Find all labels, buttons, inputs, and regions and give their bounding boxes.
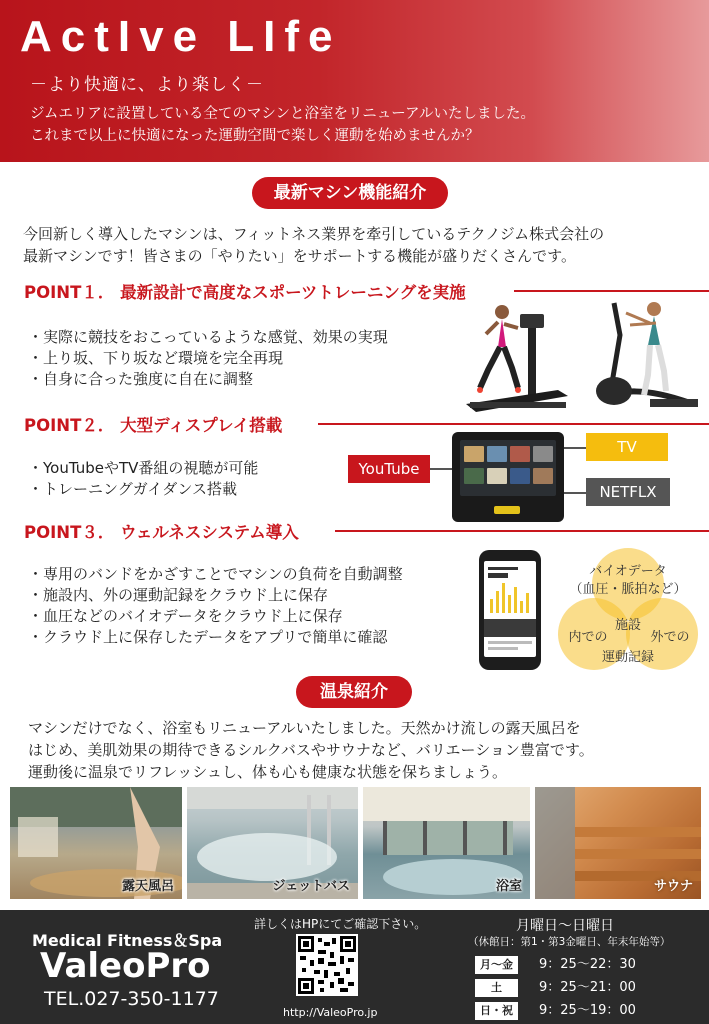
website-url[interactable]: http://ValeoPro.jp [283, 1006, 378, 1019]
brand-logo [494, 506, 520, 514]
bio-data-venn-diagram [548, 546, 708, 674]
venn-label-bio: バイオデータ [589, 564, 667, 579]
point2-bullets [28, 458, 258, 500]
list-item: ・ クラウド上に保存したデータをアプリで簡単に確認 [28, 627, 403, 648]
photo-label: サウナ [653, 879, 693, 894]
hours-row [475, 979, 709, 997]
display-screen [460, 440, 556, 496]
photo-label: 露天風呂 [121, 879, 174, 894]
section-title-onsen: 温泉紹介 [296, 676, 412, 708]
list-item: ・ 施設内、外の運動記録をクラウド上に保存 [28, 585, 403, 606]
elliptical-image [590, 295, 700, 413]
page-title: ActIve LIfe [20, 12, 342, 61]
display-console-image [452, 432, 564, 522]
phone-screen [484, 561, 536, 657]
list-item: ・ 上り坂、下り坂など環境を完全再現 [28, 348, 388, 369]
website-note: 詳しくはHPにてご確認下さい。 [254, 917, 427, 931]
intro-line: はじめ、美肌効果の期待できるシルクバスやサウナなど、バリエーション豊富です。 [28, 741, 594, 759]
photo-label: 浴室 [495, 879, 522, 894]
intro-line: ジムエリアに設置している全てのマシンと浴室をリニューアルいたしました。 [30, 106, 535, 122]
youtube-tag: YouTube [348, 455, 430, 483]
onsen-intro [28, 717, 698, 783]
point1-heading: POINT１． 最新設計で高度なスポーツトレーニングを実施 [24, 283, 466, 302]
list-item: ・ 実際に競技をおこっているような感覚、効果の実現 [28, 327, 388, 348]
intro-line: 運動後に温泉でリフレッシュし、体も心も健康な状態を保ちましょう。 [28, 763, 507, 781]
venn-label-outside: 外での [650, 630, 690, 645]
section-title-machines: 最新マシン機能紹介 [252, 177, 448, 209]
venn-label-facility: 施設 [614, 618, 641, 633]
venn-label-record: 運動記録 [601, 650, 654, 665]
intro-line: 最新マシンです！皆さまの「やりたい」をサポートする機能が盛りだくさんです。 [23, 247, 576, 265]
point3-bullets [28, 564, 403, 648]
header-intro [30, 103, 535, 147]
hours-row [475, 956, 709, 974]
hours-day: 月～金 [475, 956, 518, 974]
intro-line: 今回新しく導入したマシンは、フィットネス業界を牽引しているテクノジム株式会社の [23, 225, 605, 243]
divider [318, 423, 709, 425]
brand-subtitle: Medical Fitness＆Spa [32, 931, 223, 950]
header-banner [0, 0, 709, 162]
list-item: ・ 自身に合った強度に自在に調整 [28, 369, 388, 390]
connector-line [430, 468, 454, 470]
phone-number: TEL.027-350-1177 [44, 988, 219, 1010]
connector-line [562, 447, 588, 449]
point3-heading: POINT３． ウェルネスシステム導入 [24, 523, 299, 542]
qr-code-icon[interactable] [296, 934, 358, 996]
smartphone-app-image [479, 550, 541, 670]
point2-heading: POINT２． 大型ディスプレイ搭載 [24, 416, 283, 435]
list-item: ・ 専用のバンドをかざすことでマシンの負荷を自動調整 [28, 564, 403, 585]
photo-label: ジェットバス [272, 879, 350, 894]
photo-rotenburo [10, 787, 182, 899]
list-item: ・ YouTubeやTV番組の視聴が可能 [28, 458, 258, 479]
open-days: 月曜日～日曜日 [516, 918, 614, 934]
hours-day: 土 [475, 979, 518, 997]
hours-row [475, 1002, 709, 1020]
list-item: ・ トレーニングガイダンス搭載 [28, 479, 258, 500]
brand-logo-text: ValeoPro [40, 946, 211, 986]
qr-code-pattern [296, 934, 358, 996]
treadmill-image [458, 292, 573, 417]
tv-tag: TV [586, 433, 668, 461]
photo-jet-bath [187, 787, 358, 899]
hours-time: 9：25～21：00 [539, 980, 636, 995]
intro-line: これまで以上に快適になった運動空間で楽しく運動を始めませんか？ [30, 128, 480, 144]
point1-bullets [28, 327, 388, 390]
hours-time: 9：25～22：30 [539, 957, 636, 972]
closed-days: （休館日：第1・第3金曜日、年末年始等） [468, 936, 671, 948]
photo-sauna [535, 787, 701, 899]
photo-bathroom [363, 787, 530, 899]
netflx-tag: NETFLX [586, 478, 670, 506]
hours-day: 日・祝 [475, 1002, 518, 1020]
tagline: －より快適に、より楽しく－ [30, 75, 264, 95]
intro-line: マシンだけでなく、浴室もリニューアルいたしました。天然かけ流しの露天風呂を [28, 719, 581, 737]
venn-label-inside: 内での [568, 630, 608, 645]
list-item: ・ 血圧などのバイオデータをクラウド上に保存 [28, 606, 403, 627]
connector-line [562, 492, 588, 494]
divider [335, 530, 709, 532]
footer [0, 910, 709, 1024]
hours-time: 9：25～19：00 [539, 1003, 636, 1018]
venn-label-bio-sub: （血圧・脈拍など） [569, 582, 687, 597]
machines-intro [23, 223, 693, 267]
